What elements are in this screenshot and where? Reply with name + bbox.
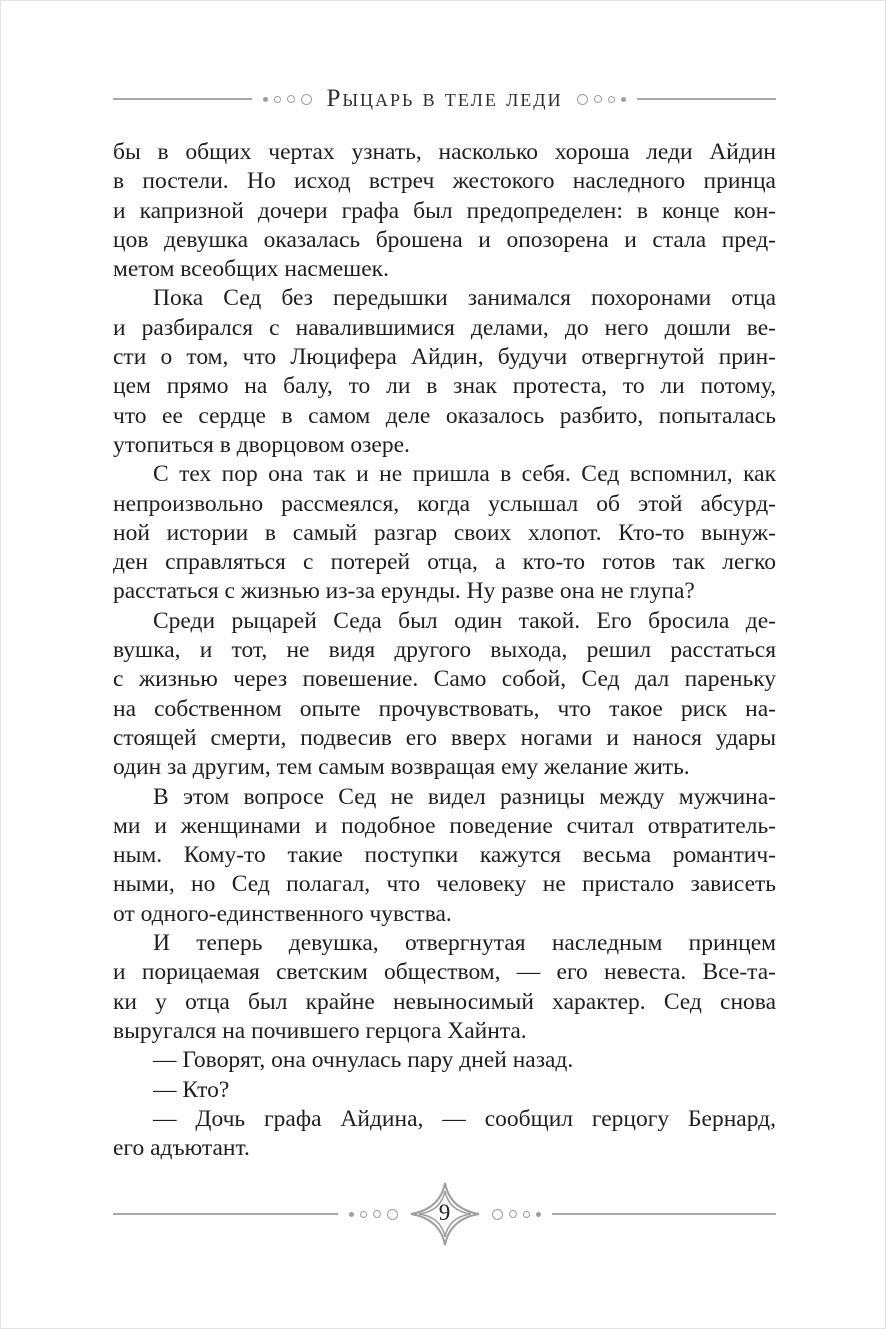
- ornament-dot-icon: [263, 97, 268, 102]
- footer-rule-right: [552, 1213, 777, 1215]
- paragraph: [113, 1105, 776, 1164]
- text-line: на собственном опыте прочувствовать, что такое риск на-: [113, 695, 776, 722]
- text-line: — Дочь графа Айдина, — сообщил герцогу Бернард,: [153, 1105, 776, 1132]
- body-text: [113, 138, 776, 1163]
- ornament-dot-icon: [621, 97, 626, 102]
- ornament-dot-icon: [360, 1211, 367, 1218]
- text-line: цем прямо на балу, то ли в знак протеста, то ли потому,: [113, 373, 776, 400]
- page-number-ornament: [409, 1182, 481, 1246]
- text-line: выругался на почившего герцога Хайнта.: [113, 1017, 527, 1044]
- header-ornament-dots-right: [577, 94, 626, 105]
- text-line: Среди рыцарей Седа был один такой. Его бросила де-: [153, 607, 776, 634]
- text-line: его адъютант.: [113, 1135, 250, 1162]
- ornament-dot-icon: [274, 96, 281, 103]
- page-footer: [113, 1182, 776, 1246]
- text-line: И теперь девушка, отвергнутая наследным принцем: [153, 930, 776, 957]
- ornament-dot-icon: [492, 1209, 503, 1220]
- header-ornament-dots-left: [263, 94, 312, 105]
- text-line: один за другим, тем самым возвращая ему желание жить.: [113, 754, 690, 781]
- ornament-dot-icon: [287, 95, 295, 103]
- paragraph: [113, 1046, 776, 1075]
- footer-ornament-dots-right: [492, 1209, 541, 1220]
- page-number: 9: [438, 1200, 451, 1225]
- text-line: метом всеобщих насмешек.: [113, 256, 389, 283]
- text-line: что ее сердце в самом деле оказалось разбито, попыталась: [113, 402, 776, 429]
- text-line: с жизнью через повешение. Само собой, Сед дал пареньку: [113, 666, 776, 693]
- running-head-title: Рыцарь в теле леди: [326, 85, 563, 112]
- paragraph: [113, 138, 776, 284]
- text-line: и разбирался с навалившимися делами, до него дошли ве-: [113, 314, 776, 341]
- text-line: и порицаемая светским обществом, — его невеста. Все-та-: [113, 959, 776, 986]
- text-line: — Говорят, она очнулась пару дней назад.: [153, 1047, 574, 1074]
- ornament-dot-icon: [536, 1212, 541, 1217]
- text-line: — Кто?: [153, 1076, 230, 1103]
- text-line: бы в общих чертах узнать, насколько хороша леди Айдин: [113, 139, 776, 165]
- ornament-dot-icon: [373, 1210, 381, 1218]
- ornament-dot-icon: [594, 95, 602, 103]
- paragraph: [113, 607, 776, 783]
- footer-rule-left: [113, 1213, 338, 1215]
- text-line: ной истории в самый разгар своих хлопот. Кто-то вынуж-: [113, 519, 776, 546]
- paragraph: [113, 460, 776, 606]
- running-header: [113, 87, 776, 111]
- ornament-dot-icon: [523, 1211, 530, 1218]
- text-line: от одного-единственного чувства.: [113, 900, 452, 927]
- text-line: ми и женщинами и подобное поведение считал отвратитель-: [113, 812, 776, 839]
- text-line: ными, но Сед полагал, что человеку не пристало зависеть: [113, 871, 776, 898]
- text-line: С тех пор она так и не пришла в себя. Сед вспомнил, как: [153, 461, 776, 488]
- text-line: утопиться в дворцовом озере.: [113, 431, 410, 458]
- text-line: ден справляться с потерей отца, а кто-то готов так легко: [113, 549, 776, 576]
- text-line: непроизвольно рассмеялся, когда услышал об этой абсурд-: [113, 490, 776, 517]
- header-rule-left: [113, 98, 252, 100]
- header-rule-right: [637, 98, 776, 100]
- footer-ornament-dots-left: [349, 1209, 398, 1220]
- text-line: сти о том, что Люцифера Айдин, будучи отвергнутой прин-: [113, 344, 776, 371]
- text-line: расстаться с жизнью из-за ерунды. Ну разве она не глупа?: [113, 578, 695, 605]
- paragraph: [113, 783, 776, 929]
- text-line: Пока Сед без передышки занимался похоронами отца: [153, 285, 776, 312]
- text-line: стоящей смерти, подвесив его вверх ногами и нанося удары: [113, 724, 776, 751]
- text-line: и капризной дочери графа был предопределен: в конце кон-: [113, 197, 776, 224]
- ornament-dot-icon: [387, 1209, 398, 1220]
- paragraph: [113, 284, 776, 460]
- ornament-dot-icon: [577, 94, 588, 105]
- ornament-dot-icon: [349, 1212, 354, 1217]
- paragraph: [113, 929, 776, 1046]
- text-line: В этом вопросе Сед не видел разницы между мужчина-: [153, 783, 776, 810]
- ornament-dot-icon: [509, 1210, 517, 1218]
- paragraph: [113, 1076, 776, 1105]
- text-line: в постели. Но исход встреч жестокого наследного принца: [113, 168, 776, 195]
- text-line: вушка, и тот, не видя другого выхода, решил расстаться: [113, 637, 776, 664]
- ornament-dot-icon: [301, 94, 312, 105]
- text-line: ным. Кому-то такие поступки кажутся весьма романтич-: [113, 842, 776, 869]
- text-line: ки у отца был крайне невыносимый характер. Сед снова: [113, 988, 776, 1015]
- ornament-dot-icon: [608, 96, 615, 103]
- text-line: цов девушка оказалась брошена и опозорена и стала пред-: [113, 226, 776, 253]
